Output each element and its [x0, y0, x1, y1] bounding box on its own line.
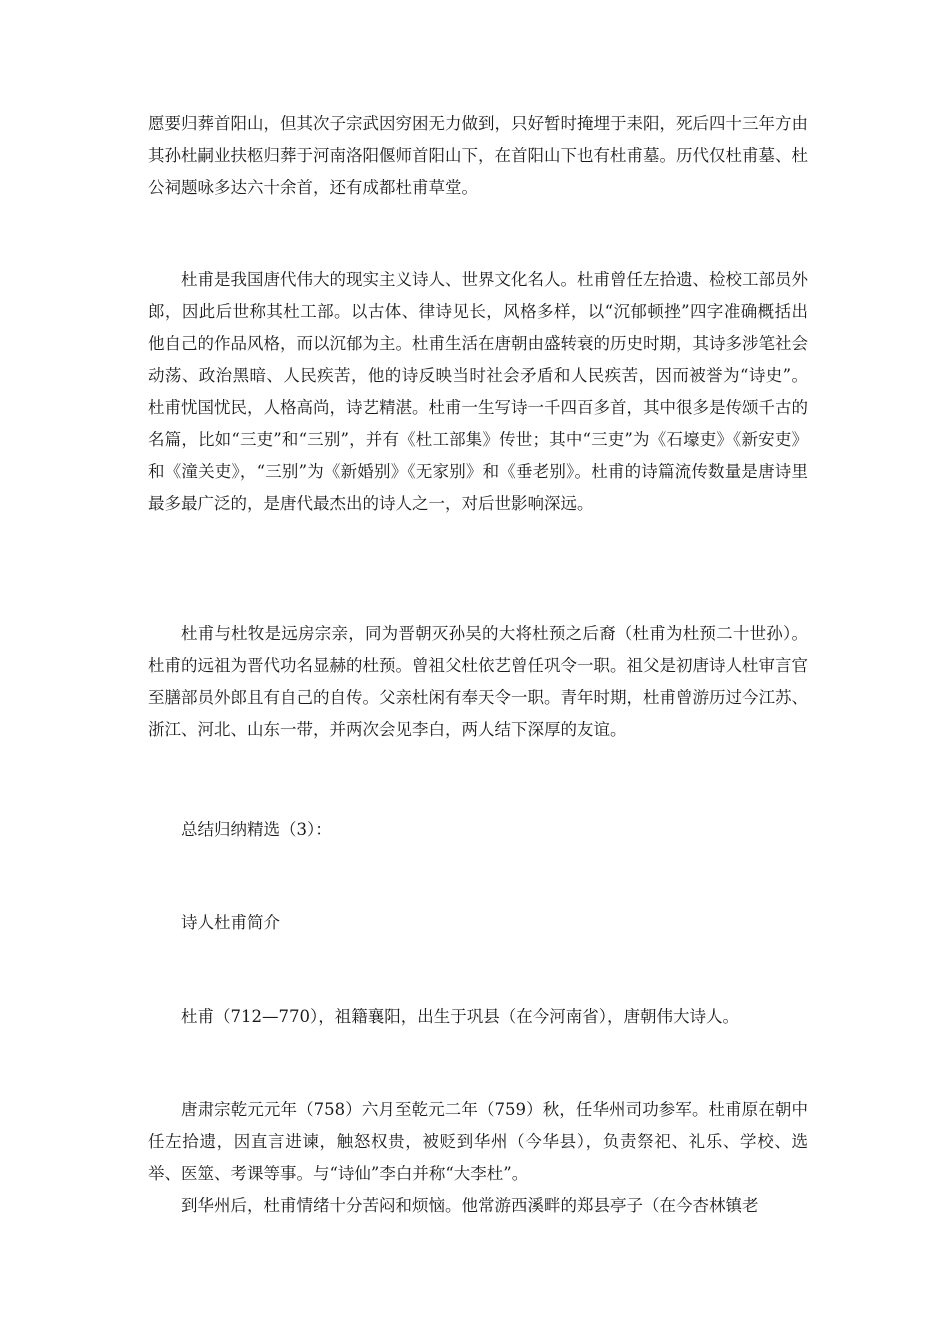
paragraph-family-lineage: 杜甫与杜牧是远房宗亲，同为晋朝灭孙吴的大将杜预之后裔（杜甫为杜预二十世孙）。杜甫的远祖为晋代功名显赫的杜预。曾祖父杜依艺曾任巩令一职。祖父是初唐诗人杜审言官至膳部员外郎且有自己的自传。父亲杜闲有奉天令一职。青年时期，杜甫曾游历过今江苏、浙江、河北、山东一带，并两次会见李白，两人结下深厚的友谊。 [148, 624, 808, 739]
paragraph-birth: 杜甫（712—770），祖籍襄阳，出生于巩县（在今河南省），唐朝伟大诗人。 [181, 1007, 739, 1026]
paragraph-huazhou-mood: 到华州后，杜甫情绪十分苦闷和烦恼。他常游西溪畔的郑县亭子（在今杏林镇老 [181, 1196, 759, 1215]
section-heading-intro: 诗人杜甫简介 [181, 913, 280, 932]
paragraph-huazhou-post: 唐肃宗乾元元年（758）六月至乾元二年（759）秋，任华州司功参军。杜甫原在朝中任左拾遗，因直言进谏，触怒权贵，被贬到华州（今华县），负责祭祀、礼乐、学校、选举、医筮、考课等事。与“诗仙”李白并称“大李杜”。 [148, 1100, 808, 1183]
paragraph-du-fu-overview: 杜甫是我国唐代伟大的现实主义诗人、世界文化名人。杜甫曾任左拾遗、检校工部员外郎，因此后世称其杜工部。以古体、律诗见长，风格多样，以“沉郁顿挫”四字准确概括出他自己的作品风格，而以沉郁为主。杜甫生活在唐朝由盛转衰的历史时期，其诗多涉笔社会动荡、政治黑暗、人民疾苦，他的诗反映当时社会矛盾和人民疾苦，因而被誉为“诗史”。杜甫忧国忧民，人格高尚，诗艺精湛。杜甫一生写诗一千四百多首，其中很多是传颂千古的名篇，比如“三吏”和“三别”，并有《杜工部集》传世；其中“三吏”为《石壕吏》《新安吏》和《潼关吏》，“三别”为《新婚别》《无家别》和《垂老别》。杜甫的诗篇流传数量是唐诗里最多最广泛的，是唐代最杰出的诗人之一，对后世影响深远。 [148, 270, 808, 513]
paragraph-burial: 愿要归葬首阳山，但其次子宗武因穷困无力做到，只好暂时掩埋于耒阳，死后四十三年方由其孙杜嗣业扶柩归葬于河南洛阳偃师首阳山下，在首阳山下也有杜甫墓。历代仅杜甫墓、杜公祠题咏多达六十余首，还有成都杜甫草堂。 [148, 114, 808, 197]
section-heading-summary: 总结归纳精选（3）： [181, 820, 332, 839]
